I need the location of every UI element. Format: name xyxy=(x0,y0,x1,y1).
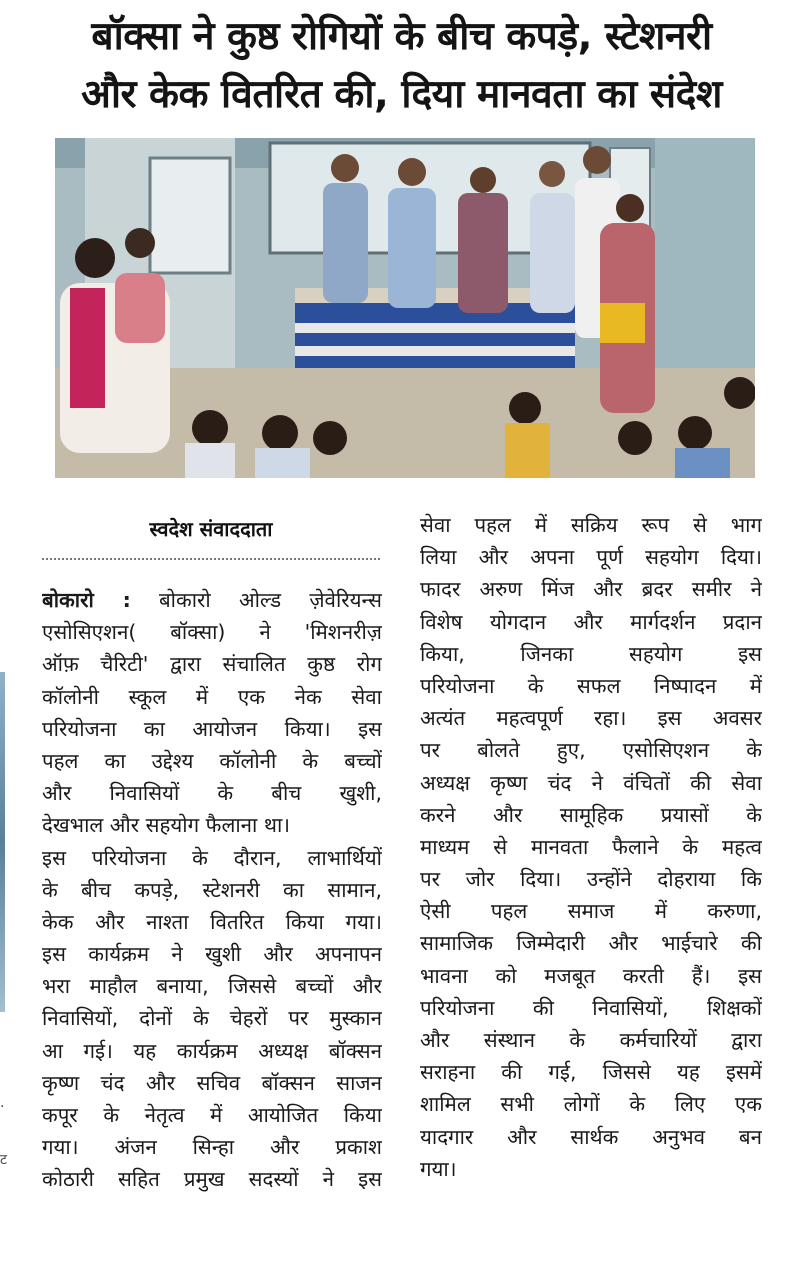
article-line: भरा माहौल बनाया, जिससे बच्चों और xyxy=(42,974,382,999)
article-line: फादर अरुण मिंज और ब्रदर समीर ने xyxy=(420,577,762,602)
article-line: विशेष योगदान और मार्गदर्शन प्रदान xyxy=(420,609,762,634)
headline-line-1: बॉक्सा ने कुष्ठ रोगियों के बीच कपड़े, स्टेशनरी xyxy=(91,14,712,59)
article-line: पर बोलते हुए, एसोसिएशन के xyxy=(420,738,762,763)
adjacent-clipping-mark: . xyxy=(0,1095,5,1111)
article-line: कोठारी सहित प्रमुख सदस्यों ने इस xyxy=(42,1167,382,1192)
article-line: और संस्थान के कर्मचारियों द्वारा xyxy=(420,1028,762,1052)
article-line: माध्यम से मानवता फैलाने के महत्व xyxy=(420,834,762,859)
article-line: ऑफ़ चैरिटी' द्वारा संचालित कुष्ठ रोग xyxy=(42,652,382,677)
photo-illustration xyxy=(55,138,755,478)
article-line: किया, जिनका सहयोग इस xyxy=(420,641,762,666)
article-line: यादगार और सार्थक अनुभव बन xyxy=(420,1124,762,1149)
article-line: शामिल सभी लोगों के लिए एक xyxy=(420,1092,762,1117)
dateline: बोकारो : xyxy=(42,588,131,612)
article-line: कपूर के नेतृत्व में आयोजित किया xyxy=(42,1103,382,1127)
article-column-left xyxy=(42,584,382,1196)
article-line: पहल का उद्देश्य कॉलोनी के बच्चों xyxy=(42,748,382,773)
article-line: लिया और अपना पूर्ण सहयोग दिया। xyxy=(420,545,762,570)
article-line: गया। अंजन सिन्हा और प्रकाश xyxy=(42,1135,382,1160)
adjacent-clipping-edge xyxy=(0,672,5,1012)
article-line: सेवा पहल में सक्रिय रूप से भाग xyxy=(420,513,762,537)
article-line xyxy=(42,584,382,616)
article-line: निवासियों, दोनों के चेहरों पर मुस्कान xyxy=(42,1006,382,1031)
headline-line-2: और केक वितरित की, दिया मानवता का संदेश xyxy=(81,72,722,117)
photo-tablecloth-stripe-2 xyxy=(295,346,575,356)
article-line: इस कार्यक्रम ने खुशी और अपनापन xyxy=(42,942,382,967)
article-line: पर जोर दिया। उन्होंने दोहराया कि xyxy=(420,867,762,892)
byline: स्वदेश संवाददाता xyxy=(149,517,273,541)
photo-window-left xyxy=(150,158,230,273)
adjacent-clipping-mark: ट xyxy=(0,1152,8,1168)
article-line: कॉलोनी स्कूल में एक नेक सेवा xyxy=(42,684,382,709)
photo-tablecloth xyxy=(295,303,575,368)
article-line: एसोसिएशन( बॉक्सा) ने 'मिशनरीज़ xyxy=(42,620,382,645)
article-line: के बीच कपड़े, स्टेशनरी का सामान, xyxy=(42,877,382,902)
article-line-text: बोकारो ओल्ड ज़ेवेरियन्स xyxy=(130,588,382,612)
photo-tablecloth-stripe-1 xyxy=(295,323,575,333)
news-photo xyxy=(55,138,755,478)
article-line: और निवासियों के बीच खुशी, xyxy=(42,781,382,806)
article-line: देखभाल और सहयोग फैलाना था। xyxy=(42,813,291,838)
article-line: कृष्ण चंद और सचिव बॉक्सन साजन xyxy=(42,1070,382,1095)
article-line: इस परियोजना के दौरान, लाभार्थियों xyxy=(42,845,382,870)
article-line: अध्यक्ष कृष्ण चंद ने वंचितों की सेवा xyxy=(420,770,762,795)
article-line: आ गई। यह कार्यक्रम अध्यक्ष बॉक्सन xyxy=(42,1038,382,1063)
article-line: केक और नाश्ता वितरित किया गया। xyxy=(42,909,382,934)
article-line: भावना को मजबूत करती हैं। इस xyxy=(420,963,762,988)
article-line: सराहना की गई, जिससे यह इसमें xyxy=(420,1060,762,1085)
article-line: करने और सामूहिक प्रयासों के xyxy=(420,802,762,827)
headline xyxy=(0,8,803,124)
article-line: ऐसी पहल समाज में करुणा, xyxy=(420,899,762,924)
article-line: अत्यंत महत्वपूर्ण रहा। इस अवसर xyxy=(420,706,762,731)
article-line: परियोजना की निवासियों, शिक्षकों xyxy=(420,995,762,1020)
article-line: परियोजना का आयोजन किया। इस xyxy=(42,716,382,741)
article-line: गया। xyxy=(420,1156,457,1181)
article-column-right xyxy=(420,509,762,1185)
article-line: सामाजिक जिम्मेदारी और भाईचारे की xyxy=(420,931,762,956)
byline-divider xyxy=(42,558,380,560)
article-line: परियोजना के सफल निष्पादन में xyxy=(420,673,762,698)
